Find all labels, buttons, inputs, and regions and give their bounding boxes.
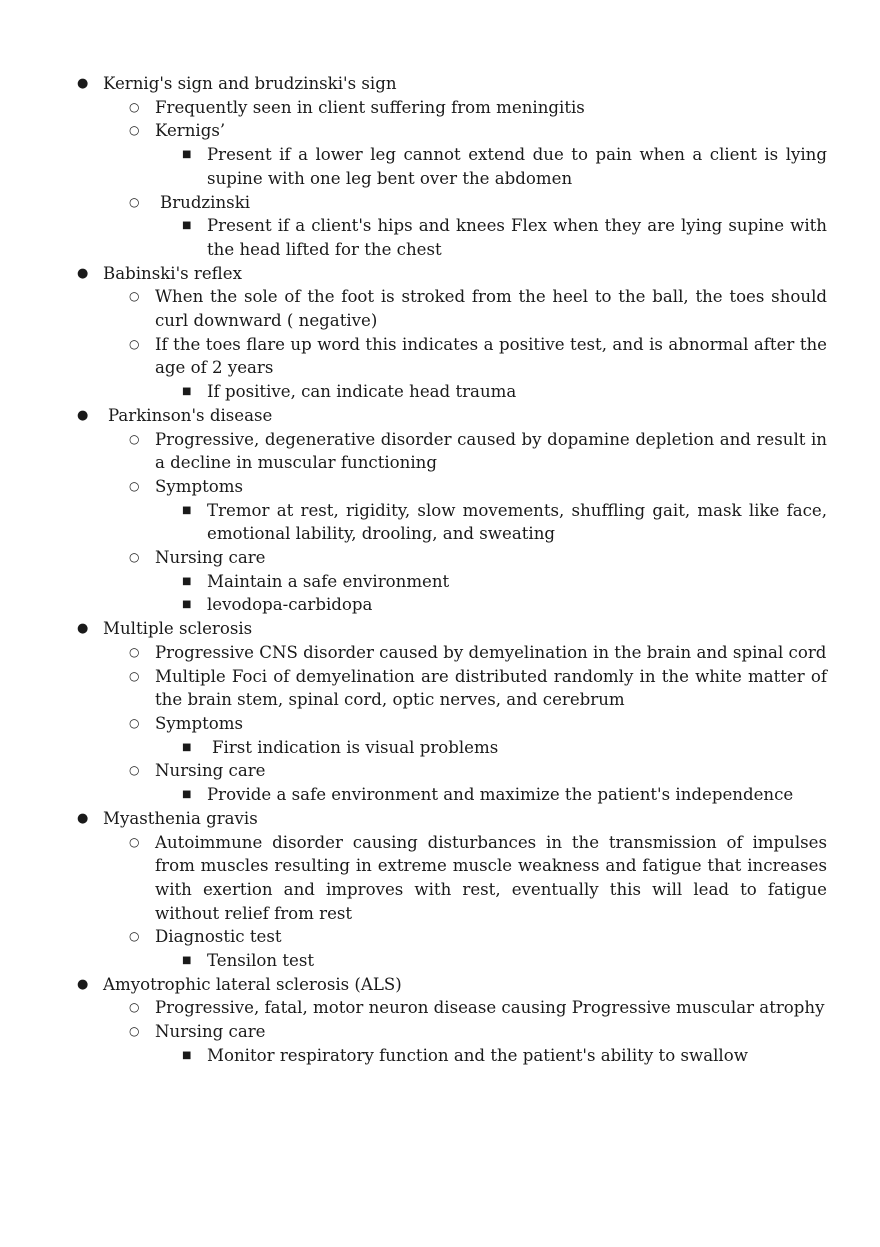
square-bullet-icon: ■	[182, 149, 192, 161]
list-item-text: Maintain a safe environment	[207, 571, 450, 591]
list-item	[182, 783, 827, 807]
list-item	[77, 262, 827, 286]
hollow-circle-bullet-icon: ○	[129, 1000, 140, 1015]
list-item	[182, 499, 827, 546]
list-item-text: Brudzinski	[160, 192, 251, 212]
list-item-text: Present if a lower leg cannot extend due to pain when a client is lying supine with one leg bent over the abdomen	[207, 145, 827, 188]
list-item-text: Multiple sclerosis	[103, 619, 253, 639]
square-bullet-icon: ■	[182, 575, 192, 587]
list-item	[129, 712, 827, 736]
filled-circle-bullet-icon: ●	[77, 407, 89, 423]
list-item	[182, 214, 827, 261]
list-item-text: Kernig's sign and brudzinski's sign	[103, 74, 397, 93]
list-item-text: Parkinson's disease	[108, 405, 273, 425]
list-item	[129, 925, 827, 949]
hollow-circle-bullet-icon: ○	[129, 99, 140, 114]
list-item-text: Monitor respiratory function and the patient's ability to swallow	[207, 1045, 748, 1065]
list-item	[182, 949, 827, 973]
list-item-text: Nursing care	[155, 1022, 266, 1042]
square-bullet-icon: ■	[182, 955, 192, 967]
list-item-text: Frequently seen in client suffering from meningitis	[155, 97, 585, 117]
filled-circle-bullet-icon: ●	[77, 810, 89, 826]
notes-page	[0, 72, 880, 1068]
list-item	[182, 1044, 827, 1068]
hollow-circle-bullet-icon: ○	[129, 834, 140, 849]
list-item-text: Myasthenia gravis	[103, 808, 258, 828]
hollow-circle-bullet-icon: ○	[129, 644, 140, 659]
list-item	[129, 665, 827, 712]
list-item	[129, 428, 827, 475]
list-item	[77, 807, 827, 831]
list-item	[77, 404, 827, 428]
hollow-circle-bullet-icon: ○	[129, 431, 140, 446]
list-item	[182, 736, 827, 760]
list-item	[129, 475, 827, 499]
list-item	[129, 285, 827, 332]
list-item	[182, 570, 827, 594]
list-item-text: Symptoms	[155, 476, 244, 496]
list-item	[129, 831, 827, 926]
list-item-text: Tensilon test	[207, 951, 315, 971]
filled-circle-bullet-icon: ●	[77, 621, 89, 637]
list-item	[182, 143, 827, 190]
hollow-circle-bullet-icon: ○	[129, 763, 140, 778]
list-item-text: Present if a client's hips and knees Flex when they are lying supine with the head lifted for the chest	[207, 216, 827, 259]
list-item-text: Kernigs’	[155, 121, 226, 141]
list-item	[129, 546, 827, 570]
list-item-text: Multiple Foci of demyelination are distributed randomly in the white matter of the brain stem, spinal cord, optic nerves, and cerebrum	[155, 666, 827, 710]
list-item	[129, 96, 827, 120]
list-item-text: levodopa-carbidopa	[207, 595, 373, 615]
filled-circle-bullet-icon: ●	[77, 265, 89, 281]
list-item	[182, 380, 827, 404]
list-item	[182, 593, 827, 617]
list-item-text: Nursing care	[155, 761, 266, 781]
list-item-text: If the toes flare up word this indicates a positive test, and is abnormal after the age of 2 years	[155, 334, 827, 378]
list-item	[129, 1020, 827, 1044]
list-item	[129, 996, 827, 1020]
list-item-text: Nursing care	[155, 548, 266, 568]
hollow-circle-bullet-icon: ○	[129, 550, 140, 565]
hollow-circle-bullet-icon: ○	[129, 1024, 140, 1039]
list-item-text: Autoimmune disorder causing disturbances in the transmission of impulses from muscles resulting in extreme muscle weakness and fatigue that increases with exertion and improves with rest, eventually this will lead to fatigue without relief from rest	[155, 832, 827, 923]
list-item-text: First indication is visual problems	[212, 737, 499, 757]
list-item	[129, 333, 827, 380]
hollow-circle-bullet-icon: ○	[129, 478, 140, 493]
list-item	[77, 617, 827, 641]
square-bullet-icon: ■	[182, 789, 192, 801]
hollow-circle-bullet-icon: ○	[129, 336, 140, 351]
square-bullet-icon: ■	[182, 504, 192, 516]
list-item	[129, 759, 827, 783]
list-item	[129, 641, 827, 665]
list-item	[77, 973, 827, 997]
list-item	[129, 119, 827, 143]
list-item-text: Provide a safe environment and maximize the patient's independence	[207, 785, 794, 805]
list-item-text: Progressive, fatal, motor neuron disease causing Progressive muscular atrophy	[155, 998, 825, 1018]
square-bullet-icon: ■	[182, 599, 192, 611]
list-item-text: Babinski's reflex	[103, 263, 242, 283]
list-item-text: If positive, can indicate head trauma	[207, 382, 517, 402]
list-item-text: Diagnostic test	[155, 927, 282, 947]
square-bullet-icon: ■	[182, 741, 192, 753]
hollow-circle-bullet-icon: ○	[129, 929, 140, 944]
hollow-circle-bullet-icon: ○	[129, 715, 140, 730]
filled-circle-bullet-icon: ●	[77, 76, 89, 91]
list-item-text: Progressive CNS disorder caused by demyelination in the brain and spinal cord	[155, 642, 827, 662]
hollow-circle-bullet-icon: ○	[129, 194, 140, 209]
list-item	[129, 191, 827, 215]
list-item	[77, 72, 827, 96]
square-bullet-icon: ■	[182, 386, 192, 398]
list-item-text: Progressive, degenerative disorder caused by dopamine depletion and result in a decline in muscular functioning	[155, 429, 827, 473]
hollow-circle-bullet-icon: ○	[129, 123, 140, 138]
list-item-text: Tremor at rest, rigidity, slow movements, shuffling gait, mask like face, emotional lability, drooling, and sweating	[207, 500, 827, 544]
list-item-text: When the sole of the foot is stroked from the heel to the ball, the toes should curl downward ( negative)	[155, 287, 827, 331]
list-item-text: Amyotrophic lateral sclerosis (ALS)	[103, 974, 402, 994]
filled-circle-bullet-icon: ●	[77, 976, 89, 992]
square-bullet-icon: ■	[182, 1049, 192, 1061]
square-bullet-icon: ■	[182, 220, 192, 232]
list-item-text: Symptoms	[155, 713, 244, 733]
hollow-circle-bullet-icon: ○	[129, 289, 140, 304]
hollow-circle-bullet-icon: ○	[129, 668, 140, 683]
